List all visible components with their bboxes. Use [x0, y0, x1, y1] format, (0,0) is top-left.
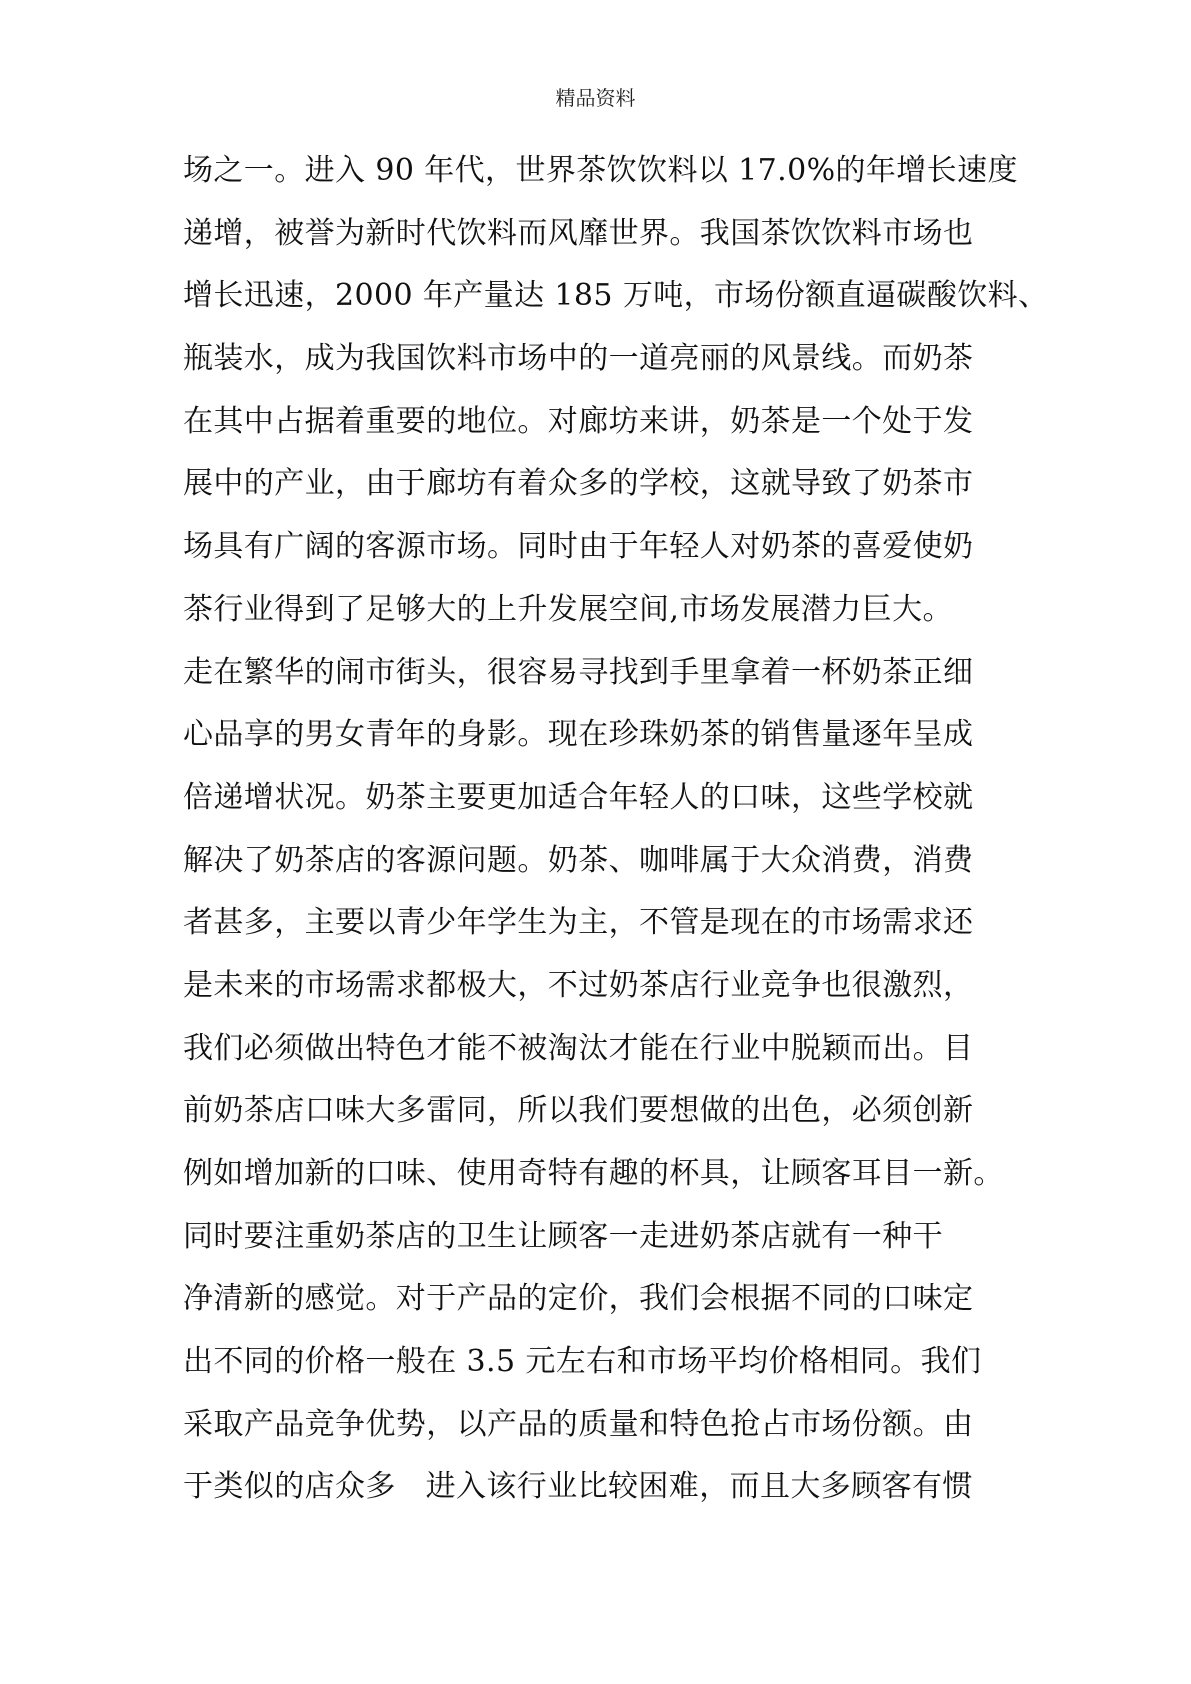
- text-line: 例如增加新的口味、使用奇特有趣的杯具，让顾客耳目一新。: [183, 1156, 1004, 1191]
- text-line: 展中的产业，由于廊坊有着众多的学校，这就导致了奶茶市: [183, 466, 974, 502]
- text-line: 递增，被誉为新时代饮料而风靡世界。我国茶饮饮料市场也: [183, 215, 974, 251]
- text-line: 场具有广阔的客源市场。同时由于年轻人对奶茶的喜爱使奶: [183, 529, 974, 565]
- text-line: 采取产品竞争优势，以产品的质量和特色抢占市场份额。由: [183, 1406, 974, 1442]
- text-line: 同时要注重奶茶店的卫生让顾客一走进奶茶店就有一种干: [183, 1218, 943, 1254]
- text-line: 于类似的店众多 进入该行业比较困难，而且大多顾客有惯: [183, 1469, 973, 1505]
- text-line: 在其中占据着重要的地位。对廊坊来讲，奶茶是一个处于发: [183, 403, 974, 439]
- text-line: 出不同的价格一般在 3.5 元左右和市场平均价格相同。我们: [183, 1344, 982, 1380]
- text-line: 解决了奶茶店的客源问题。奶茶、咖啡属于大众消费，消费: [183, 842, 974, 878]
- text-line: 场之一。进入 90 年代，世界茶饮饮料以 17.0%的年增长速度: [183, 153, 1018, 188]
- text-line: 者甚多，主要以青少年学生为主，不管是现在的市场需求还: [183, 905, 974, 941]
- text-line: 净清新的感觉。对于产品的定价，我们会根据不同的口味定: [183, 1281, 974, 1317]
- text-line: 茶行业得到了足够大的上升发展空间,市场发展潜力巨大。: [183, 591, 953, 627]
- text-line: 瓶装水，成为我国饮料市场中的一道亮丽的风景线。而奶茶: [183, 341, 974, 377]
- text-line: 增长迅速，2000 年产量达 185 万吨，市场份额直逼碳酸饮料、: [183, 278, 1049, 314]
- text-line: 心品享的男女青年的身影。现在珍珠奶茶的销售量逐年呈成: [183, 717, 974, 753]
- page-header: 精品资料: [555, 86, 636, 110]
- text-line: 走在繁华的闹市街头，很容易寻找到手里拿着一杯奶茶正细: [183, 654, 974, 690]
- body-text: [183, 140, 1083, 1519]
- text-line: 前奶茶店口味大多雷同，所以我们要想做的出色，必须创新: [183, 1093, 974, 1129]
- text-line: 我们必须做出特色才能不被淘汰才能在行业中脱颖而出。目: [183, 1030, 974, 1066]
- text-line: 是未来的市场需求都极大，不过奶茶店行业竞争也很激烈，: [183, 967, 974, 1003]
- text-line: 倍递增状况。奶茶主要更加适合年轻人的口味，这些学校就: [183, 779, 974, 815]
